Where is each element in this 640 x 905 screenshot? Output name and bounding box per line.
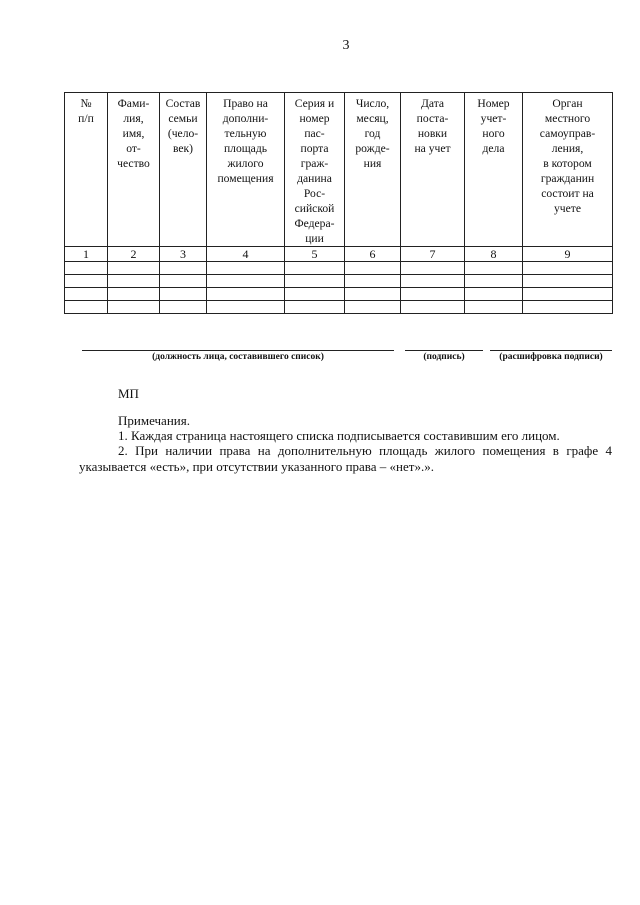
table-cell — [207, 275, 285, 288]
table-row — [65, 301, 613, 314]
table-cell — [345, 301, 401, 314]
column-number: 1 — [65, 247, 108, 262]
table-cell — [160, 262, 207, 275]
table-cell — [345, 275, 401, 288]
table-cell — [523, 288, 613, 301]
table-cell — [108, 275, 160, 288]
table-cell — [108, 262, 160, 275]
table-cell — [160, 301, 207, 314]
column-header: Фами- лия, имя, от- чество — [108, 93, 160, 247]
column-number: 7 — [401, 247, 465, 262]
table-cell — [465, 275, 523, 288]
seal-placeholder: МП — [118, 386, 139, 401]
column-number: 8 — [465, 247, 523, 262]
column-number-row — [65, 247, 613, 262]
table-cell — [523, 275, 613, 288]
registry-table — [64, 92, 613, 314]
column-header: № п/п — [65, 93, 108, 247]
column-header: Состав семьи (чело- век) — [160, 93, 207, 247]
table-row — [65, 288, 613, 301]
table-row — [65, 262, 613, 275]
table-cell — [345, 288, 401, 301]
column-number: 2 — [108, 247, 160, 262]
table-cell — [465, 301, 523, 314]
signature-label: (подпись) — [423, 352, 465, 362]
table-cell — [285, 301, 345, 314]
table-cell — [207, 301, 285, 314]
table-cell — [108, 301, 160, 314]
table-cell — [523, 301, 613, 314]
column-header: Орган местного самоуправ- ления, в котором гражданин состоит на учете — [523, 93, 613, 247]
position-signature-line — [82, 350, 394, 351]
decoding-label: (расшифровка подписи) — [499, 352, 603, 362]
table-cell — [65, 301, 108, 314]
table-cell — [401, 301, 465, 314]
column-header: Номер учет- ного дела — [465, 93, 523, 247]
table-cell — [465, 262, 523, 275]
table-cell — [285, 262, 345, 275]
page-number: 3 — [342, 38, 350, 53]
table-cell — [160, 275, 207, 288]
table-cell — [65, 262, 108, 275]
table-cell — [401, 288, 465, 301]
table-cell — [523, 262, 613, 275]
table-cell — [160, 288, 207, 301]
notes-heading: Примечания. — [118, 413, 190, 428]
table-cell — [65, 275, 108, 288]
column-number: 5 — [285, 247, 345, 262]
table-cell — [207, 262, 285, 275]
column-header: Право на дополни- тельную площадь жилого помещения — [207, 93, 285, 247]
table-header-row — [65, 93, 613, 247]
column-header: Дата поста- новки на учет — [401, 93, 465, 247]
table-cell — [285, 288, 345, 301]
column-header: Серия и номер пас- порта граж- данина Рос- сийской Федера- ции — [285, 93, 345, 247]
column-header: Число, месяц, год рожде- ния — [345, 93, 401, 247]
table-cell — [285, 275, 345, 288]
column-number: 4 — [207, 247, 285, 262]
table-row — [65, 275, 613, 288]
table-cell — [465, 288, 523, 301]
column-number: 9 — [523, 247, 613, 262]
table-cell — [401, 275, 465, 288]
position-label: (должность лица, составившего список) — [152, 352, 324, 362]
table-cell — [207, 288, 285, 301]
table-cell — [345, 262, 401, 275]
decoding-signature-line — [490, 350, 612, 351]
note-item: 1. Каждая страница настоящего списка подписывается составившим его лицом. — [118, 428, 560, 443]
table-cell — [401, 262, 465, 275]
table-cell — [65, 288, 108, 301]
note-item: 2. При наличии права на дополнительную площадь жилого помещения в графе 4 указывается «есть», при отсутствии указанного права – «нет».». — [79, 443, 612, 474]
table-cell — [108, 288, 160, 301]
column-number: 6 — [345, 247, 401, 262]
signature-line — [405, 350, 483, 351]
column-number: 3 — [160, 247, 207, 262]
